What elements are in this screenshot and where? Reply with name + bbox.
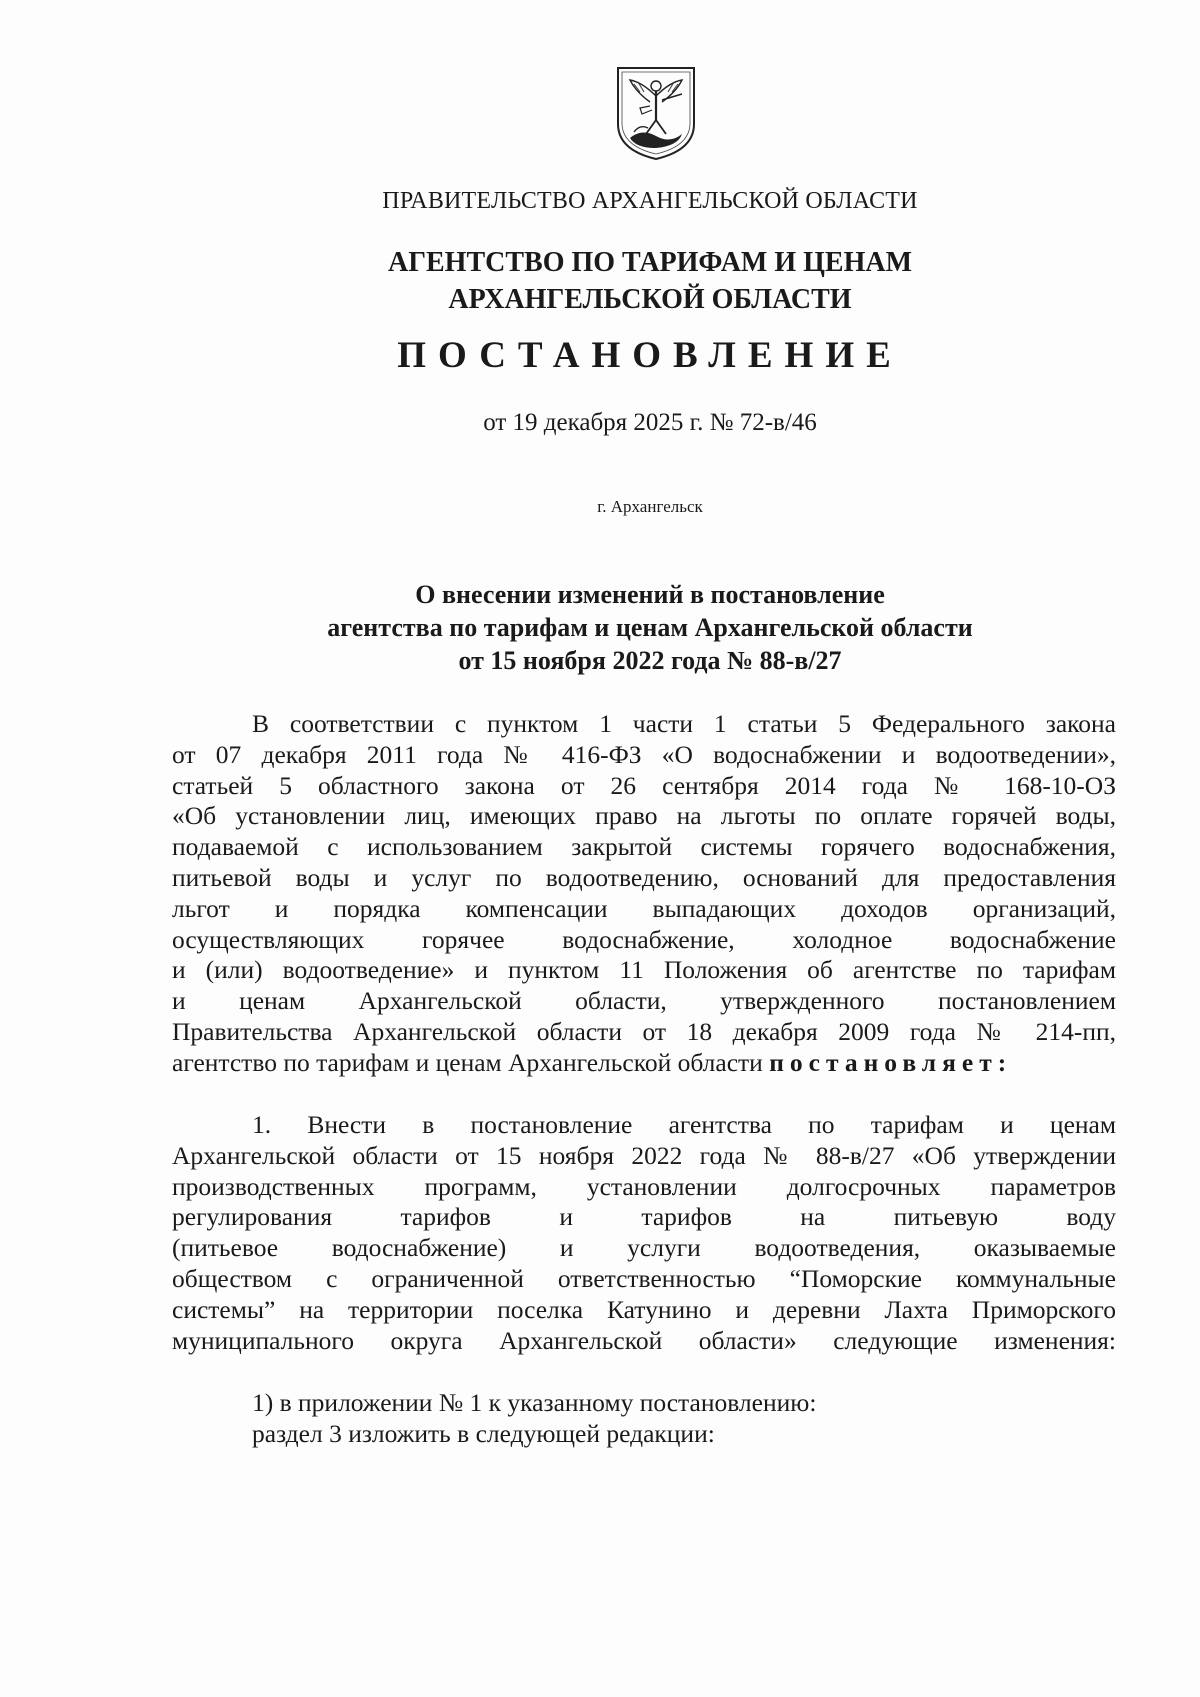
- item-1-line: системы” на территории поселка Катунино и деревни Лахта Приморского: [172, 1294, 1116, 1324]
- preamble-line: и ценам Архангельской области, утвержденного постановлением: [172, 986, 1116, 1016]
- title-line-1: О внесении изменений в постановление: [415, 580, 885, 609]
- agency-name-line-2: АРХАНГЕЛЬСКОЙ ОБЛАСТИ: [448, 284, 852, 315]
- preamble-paragraph: [172, 709, 1116, 1079]
- document-date-number: от 19 декабря 2025 г. № 72-в/46: [483, 409, 817, 436]
- preamble-line: льгот и порядка компенсации выпадающих доходов организаций,: [172, 893, 1116, 923]
- title-line-2: агентства по тарифам и ценам Архангельской области: [327, 613, 973, 642]
- preamble-line: «Об установлении лиц, имеющих право на льготы по оплате горячей воды,: [172, 801, 1116, 831]
- preamble-line: питьевой воды и услуг по водоотведению, оснований для предоставления: [172, 862, 1116, 892]
- preamble-last-line: [172, 1048, 1116, 1079]
- preamble-line: В соответствии с пунктом 1 части 1 статьи 5 Федерального закона: [252, 709, 1116, 738]
- preamble-line: подаваемой с использованием закрытой системы горячего водоснабжения,: [172, 832, 1116, 862]
- agency-name-line-1: АГЕНТСТВО ПО ТАРИФАМ И ЦЕНАМ: [387, 247, 913, 278]
- document-type: ПОСТАНОВЛЕНИЕ: [397, 335, 903, 376]
- subitem-1-line-1: 1) в приложении № 1 к указанному постановлению:: [252, 1388, 817, 1417]
- agency-name: [0, 244, 1200, 318]
- item-1-line: регулирования тарифов и тарифов на питьевую воду: [172, 1202, 1116, 1232]
- subitem-1-paragraph: [172, 1388, 1116, 1450]
- item-1-line: производственных программ, установлении долгосрочных параметров: [172, 1171, 1116, 1201]
- preamble-line: Правительства Архангельской области от 18 декабря 2009 года № 214-пп,: [172, 1016, 1116, 1046]
- preamble-line: от 07 декабря 2011 года № 416-ФЗ «О водоснабжении и водоотведении»,: [172, 739, 1116, 769]
- arkhangelsk-coat-of-arms-icon: [612, 62, 700, 162]
- government-name: ПРАВИТЕЛЬСТВО АРХАНГЕЛЬСКОЙ ОБЛАСТИ: [382, 188, 918, 214]
- item-1-line: обществом с ограниченной ответственностью “Поморские коммунальные: [172, 1263, 1116, 1293]
- item-1-line: муниципального округа Архангельской области» следующие изменения:: [172, 1325, 1116, 1355]
- item-1-line: 1. Внести в постановление агентства по тарифам и ценам: [252, 1110, 1116, 1139]
- item-1-line: Архангельской области от 15 ноября 2022 года № 88-в/27 «Об утверждении: [172, 1140, 1116, 1170]
- subitem-1-line-2: раздел 3 изложить в следующей редакции:: [252, 1418, 715, 1448]
- preamble-line: осуществляющих горячее водоснабжение, холодное водоснабжение: [172, 924, 1116, 954]
- item-1-paragraph: [172, 1110, 1116, 1356]
- preamble-line: и (или) водоотведение» и пунктом 11 Положения об агентстве по тарифам: [172, 955, 1116, 985]
- item-1-line: (питьевое водоснабжение) и услуги водоотведения, оказываемые: [172, 1233, 1116, 1263]
- title-line-3: от 15 ноября 2022 года № 88-в/27: [458, 646, 842, 675]
- document-title: [0, 578, 1200, 677]
- preamble-line: статьей 5 областного закона от 26 сентября 2014 года № 168-10-ОЗ: [172, 770, 1116, 800]
- document-city: г. Архангельск: [597, 497, 703, 516]
- preamble-last-line-text: агентство по тарифам и ценам Архангельской области: [172, 1047, 770, 1077]
- decree-word: постановляет:: [769, 1047, 1013, 1077]
